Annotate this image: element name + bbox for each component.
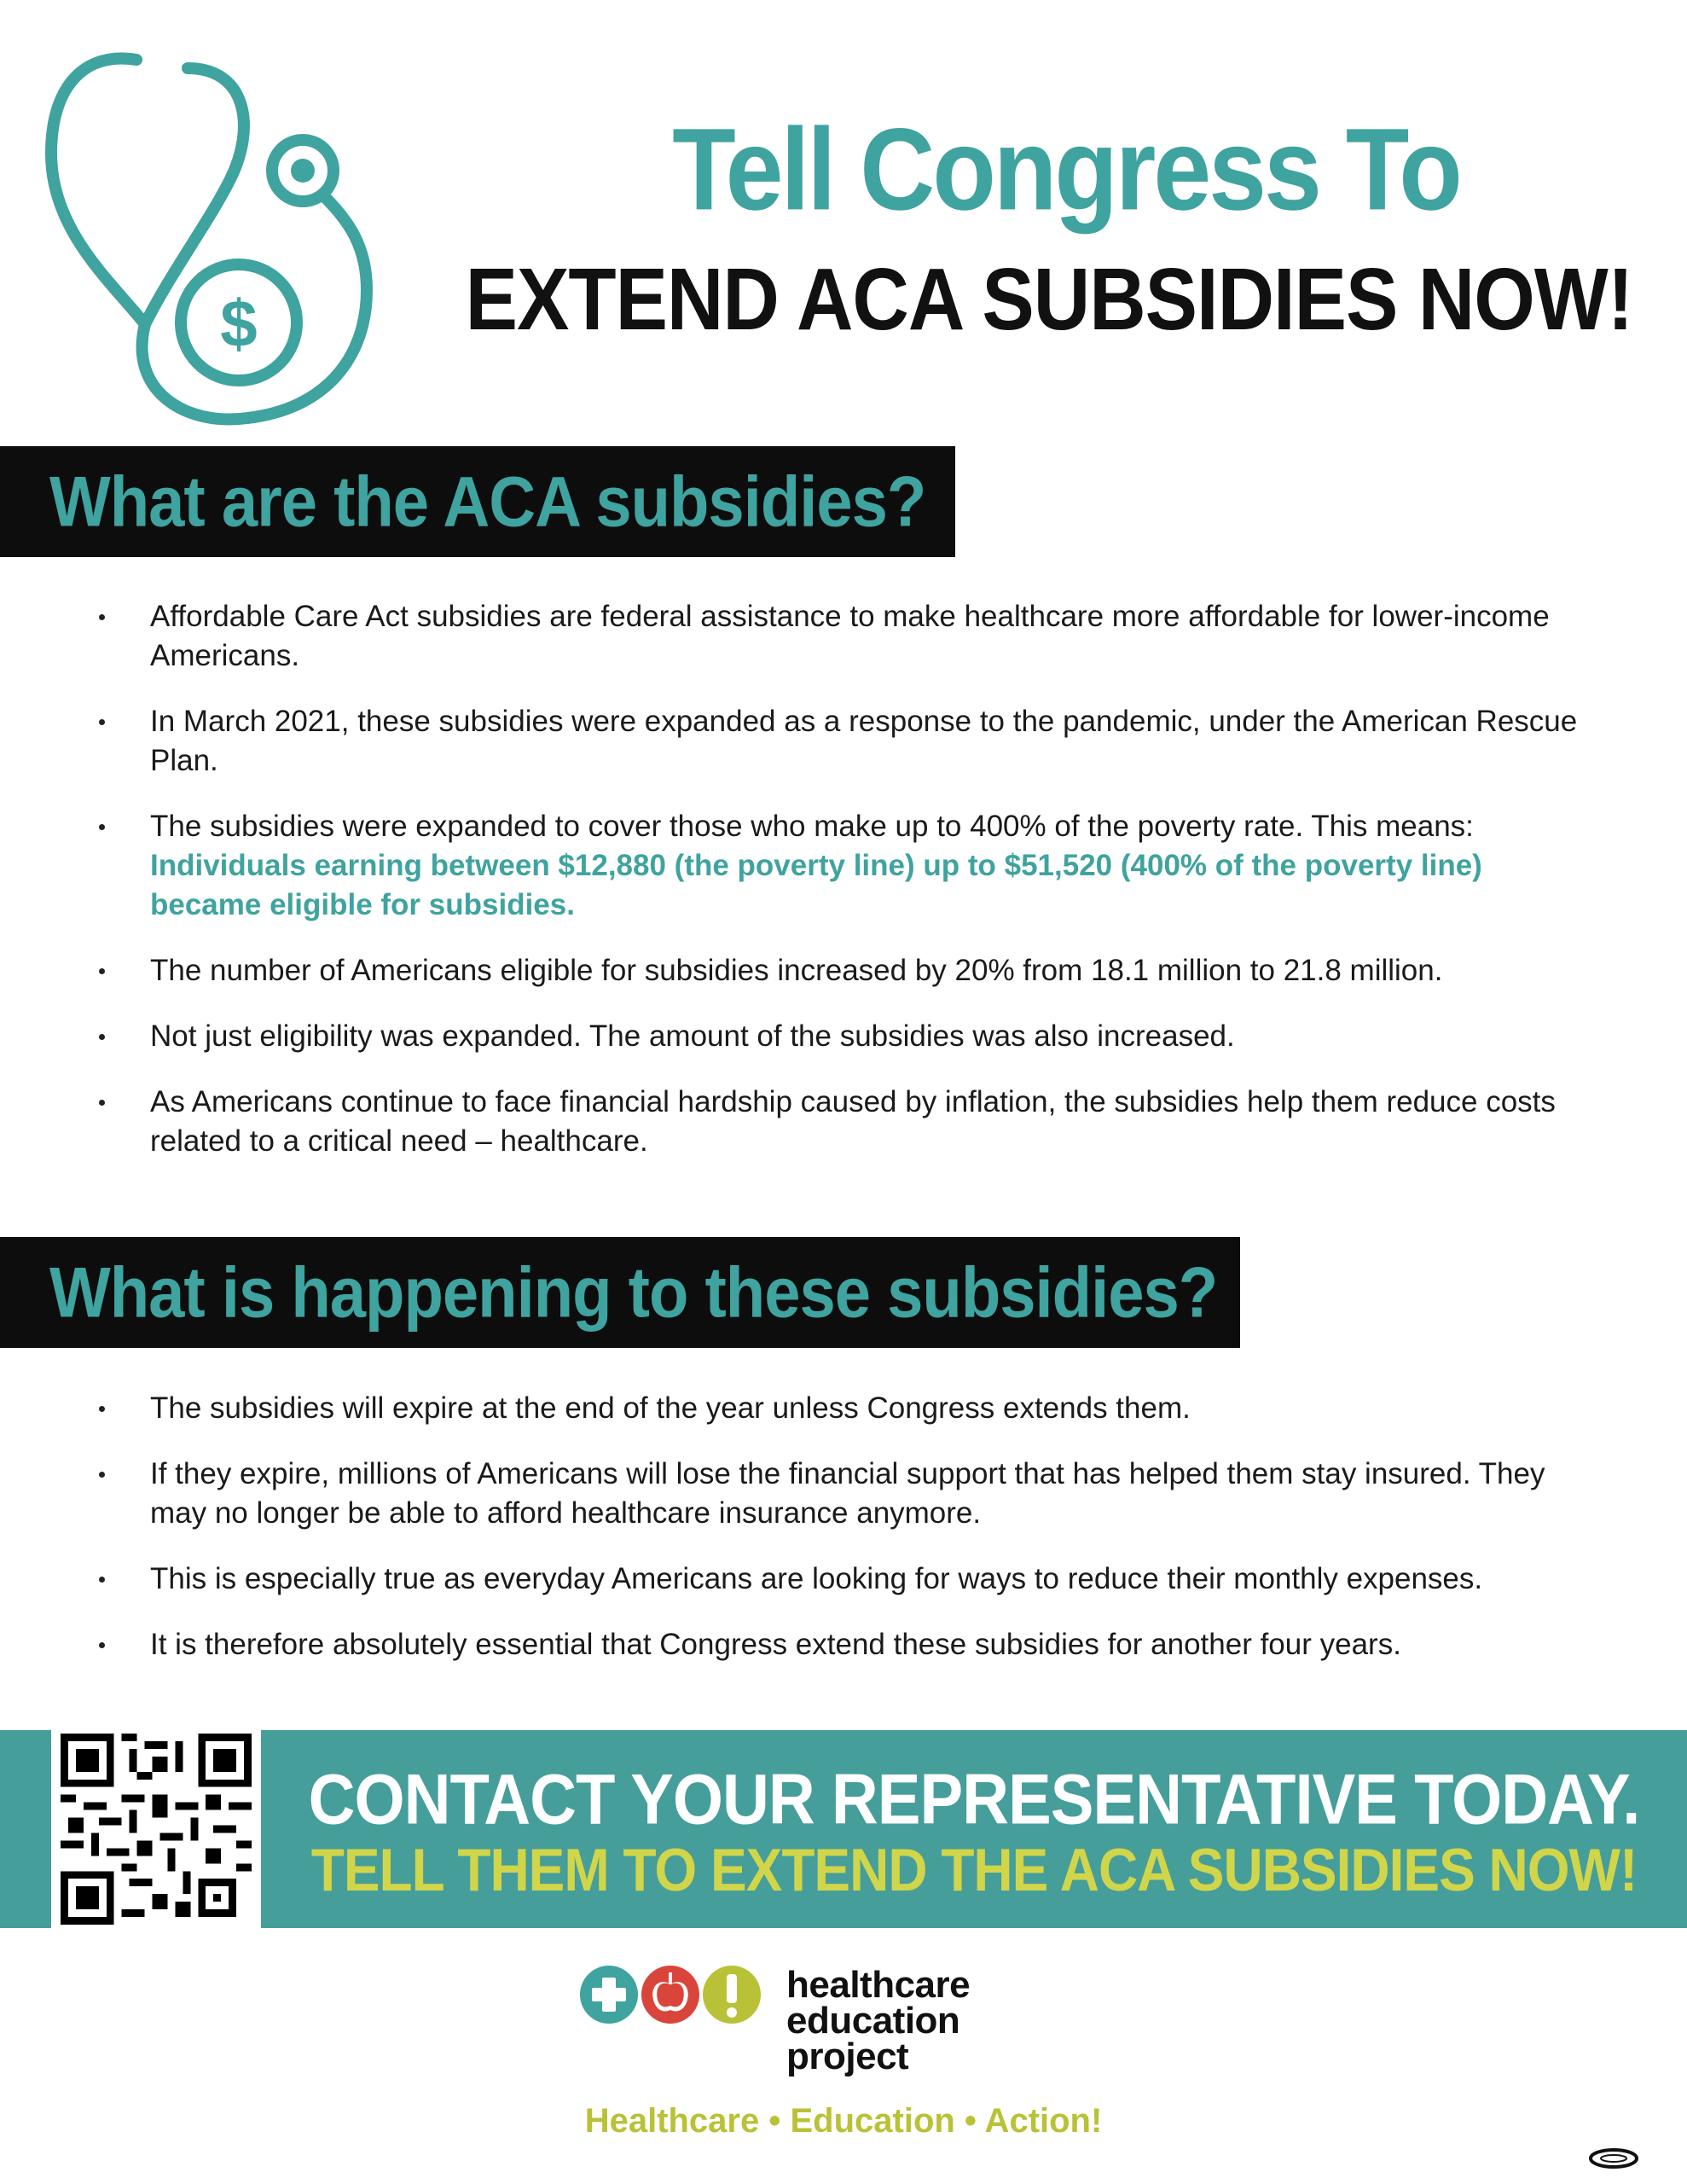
bullet-icon <box>99 1577 105 1583</box>
list-item: Affordable Care Act subsidies are federal assistance to make healthcare more affordable for lower-income Americans. <box>96 597 1597 676</box>
corner-mark-icon <box>1588 2146 1639 2170</box>
list-item: In March 2021, these subsidies were expanded as a response to the pandemic, under the American Rescue Plan. <box>96 702 1597 781</box>
bullet-list-what-is-happening <box>96 1389 1597 1691</box>
list-item: The number of Americans eligible for subsidies increased by 20% from 18.1 million to 21.8 million. <box>96 951 1597 990</box>
page-title: Tell Congress To <box>672 104 1460 235</box>
list-item: It is therefore absolutely essential that Congress extend these subsidies for another four years. <box>96 1625 1597 1664</box>
qr-code-icon[interactable] <box>56 1734 256 1925</box>
list-item: As Americans continue to face financial hardship caused by inflation, the subsidies help them reduce costs related to a critical need – healthcare. <box>96 1083 1597 1161</box>
list-item: Not just eligibility was expanded. The amount of the subsidies was also increased. <box>96 1017 1597 1056</box>
cta-headline: CONTACT YOUR REPRESENTATIVE TODAY. <box>308 1759 1640 1840</box>
plus-icon <box>580 1966 638 2024</box>
section-heading-text: What are the ACA subsidies? <box>49 462 926 542</box>
list-item: The subsidies will expire at the end of the year unless Congress extends them. <box>96 1389 1597 1428</box>
bullet-icon <box>99 1642 105 1648</box>
hep-logo-wordmark: healthcare education project <box>786 1964 971 2077</box>
section-heading-aca-subsidies <box>0 446 955 557</box>
list-item: The subsidies were expanded to cover those who make up to 400% of the poverty rate. This means: Individuals earning between $12,880 (the poverty line) up to $51,520 (400% of the poverty line) became eligible for subsidies. <box>96 807 1597 925</box>
bullet-icon <box>99 968 105 974</box>
bullet-icon <box>99 614 105 620</box>
bullet-list-aca-subsidies <box>96 597 1597 1188</box>
section-heading-text: What is happening to these subsidies? <box>49 1252 1218 1333</box>
tagline: Healthcare • Education • Action! <box>584 2102 1103 2140</box>
hep-logo-icons <box>577 1962 764 2027</box>
list-item: If they expire, millions of Americans will lose the financial support that has helped them stay insured. They may no longer be able to afford healthcare insurance anymore. <box>96 1455 1597 1533</box>
bullet-icon <box>99 1406 105 1412</box>
highlight-text: Individuals earning between $12,880 (the poverty line) up to $51,520 (400% of the poverty line) became eligible for subsidies. <box>150 849 1482 921</box>
bullet-icon <box>99 719 105 725</box>
bullet-icon <box>99 1472 105 1478</box>
dollar-sign: $ <box>220 286 258 361</box>
page-subtitle: EXTEND ACA SUBSIDIES NOW! <box>465 251 1633 349</box>
cta-subheadline: TELL THEM TO EXTEND THE ACA SUBSIDIES NOW! <box>310 1836 1638 1904</box>
bullet-icon <box>99 824 105 830</box>
section-heading-what-is-happening <box>0 1237 1240 1348</box>
apple-icon <box>641 1966 699 2024</box>
bullet-icon <box>99 1034 105 1040</box>
exclamation-icon <box>703 1966 761 2024</box>
stethoscope-dollar-icon <box>34 34 392 435</box>
bullet-icon <box>99 1100 105 1106</box>
list-item: This is especially true as everyday Americans are looking for ways to reduce their monthly expenses. <box>96 1560 1597 1599</box>
